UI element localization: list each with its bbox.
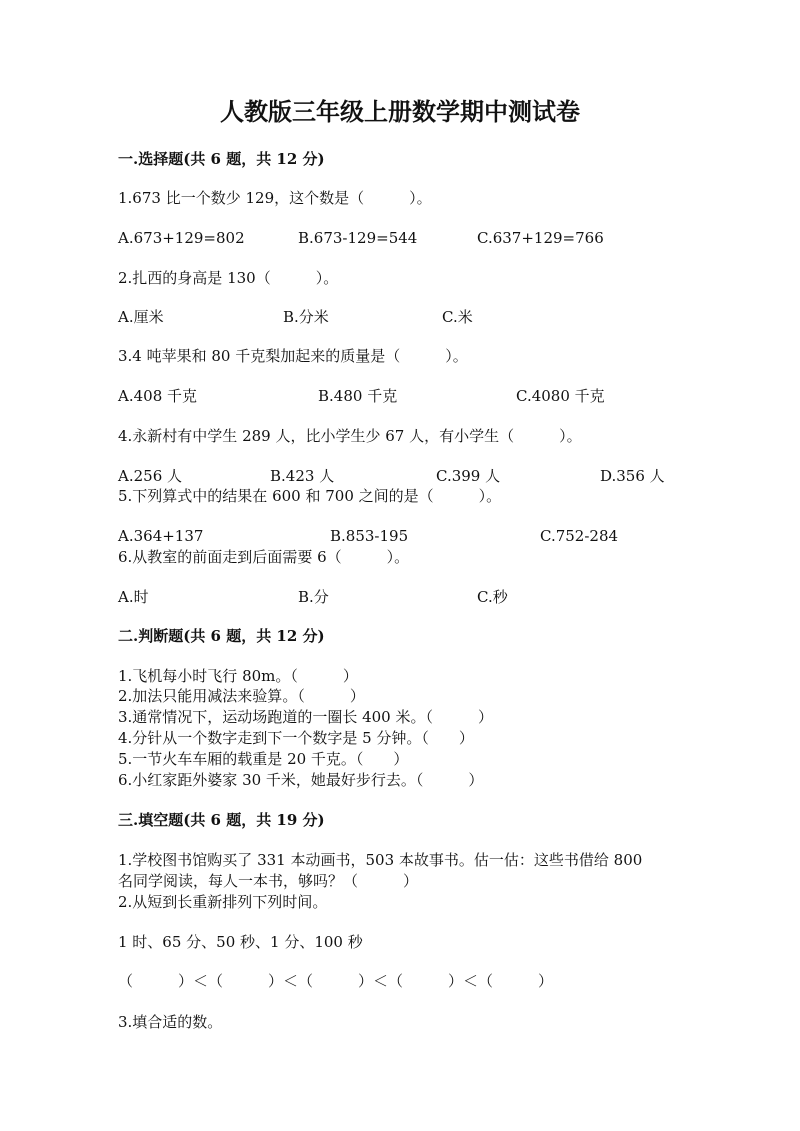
- option-6b: B.分: [298, 588, 329, 606]
- question-5: 5.下列算式中的结果在 600 和 700 之间的是（ ）。: [118, 487, 502, 505]
- option-1c: C.637+129=766: [477, 229, 604, 247]
- judgement-item-2: 2.加法只能用减法来验算。（ ）: [118, 687, 365, 705]
- option-3a: A.408 千克: [118, 387, 197, 405]
- judgement-item-4: 4.分针从一个数字走到下一个数字是 5 分钟。（ ）: [118, 729, 474, 747]
- judgement-item-1: 1.飞机每小时飞行 80m。（ ）: [118, 667, 358, 685]
- judgement-item-5: 5.一节火车车厢的载重是 20 千克。（ ）: [118, 750, 409, 768]
- option-3b: B.480 千克: [318, 387, 398, 405]
- fill-question-1-line-1: 1.学校图书馆购买了 331 本动画书，503 本故事书。估一估：这些书借给 800: [118, 851, 643, 869]
- option-6a: A.时: [118, 588, 149, 606]
- option-5b: B.853-195: [330, 527, 409, 545]
- question-1: 1.673 比一个数少 129，这个数是（ ）。: [118, 189, 432, 207]
- option-1a: A.673+129=802: [118, 229, 245, 247]
- fill-question-2-items: 1 时、65 分、50 秒、1 分、100 秒: [118, 933, 363, 951]
- option-4b: B.423 人: [270, 467, 335, 485]
- option-4a: A.256 人: [118, 467, 182, 485]
- question-3: 3.4 吨苹果和 80 千克梨加起来的质量是（ ）。: [118, 347, 468, 365]
- option-1b: B.673-129=544: [298, 229, 418, 247]
- fill-question-2: 2.从短到长重新排列下列时间。: [118, 893, 328, 911]
- option-4c: C.399 人: [436, 467, 501, 485]
- option-5c: C.752-284: [540, 527, 619, 545]
- question-6: 6.从教室的前面走到后面需要 6（ ）。: [118, 548, 410, 566]
- option-5a: A.364+137: [118, 527, 204, 545]
- section-heading-judgement: 二.判断题(共 6 题，共 12 分): [118, 627, 325, 645]
- section-heading-choice: 一.选择题(共 6 题，共 12 分): [118, 150, 325, 168]
- judgement-item-6: 6.小红家距外婆家 30 千米，她最好步行去。（ ）: [118, 771, 484, 789]
- option-2c: C.米: [442, 308, 473, 326]
- question-2: 2.扎西的身高是 130（ ）。: [118, 269, 339, 287]
- fill-question-1-line-2: 名同学阅读，每人一本书，够吗？（ ）: [118, 872, 419, 890]
- option-3c: C.4080 千克: [516, 387, 605, 405]
- fill-question-2-blanks: （ ）＜（ ）＜（ ）＜（ ）＜（ ）: [118, 972, 554, 990]
- fill-question-3: 3.填合适的数。: [118, 1013, 223, 1031]
- section-heading-fill: 三.填空题(共 6 题，共 19 分): [118, 811, 325, 829]
- option-6c: C.秒: [477, 588, 508, 606]
- option-2b: B.分米: [283, 308, 329, 326]
- judgement-item-3: 3.通常情况下，运动场跑道的一圈长 400 米。（ ）: [118, 708, 493, 726]
- option-4d: D.356 人: [600, 467, 665, 485]
- page-title: 人教版三年级上册数学期中测试卷: [220, 97, 580, 126]
- question-4: 4.永新村有中学生 289 人，比小学生少 67 人，有小学生（ ）。: [118, 427, 582, 445]
- option-2a: A.厘米: [118, 308, 164, 326]
